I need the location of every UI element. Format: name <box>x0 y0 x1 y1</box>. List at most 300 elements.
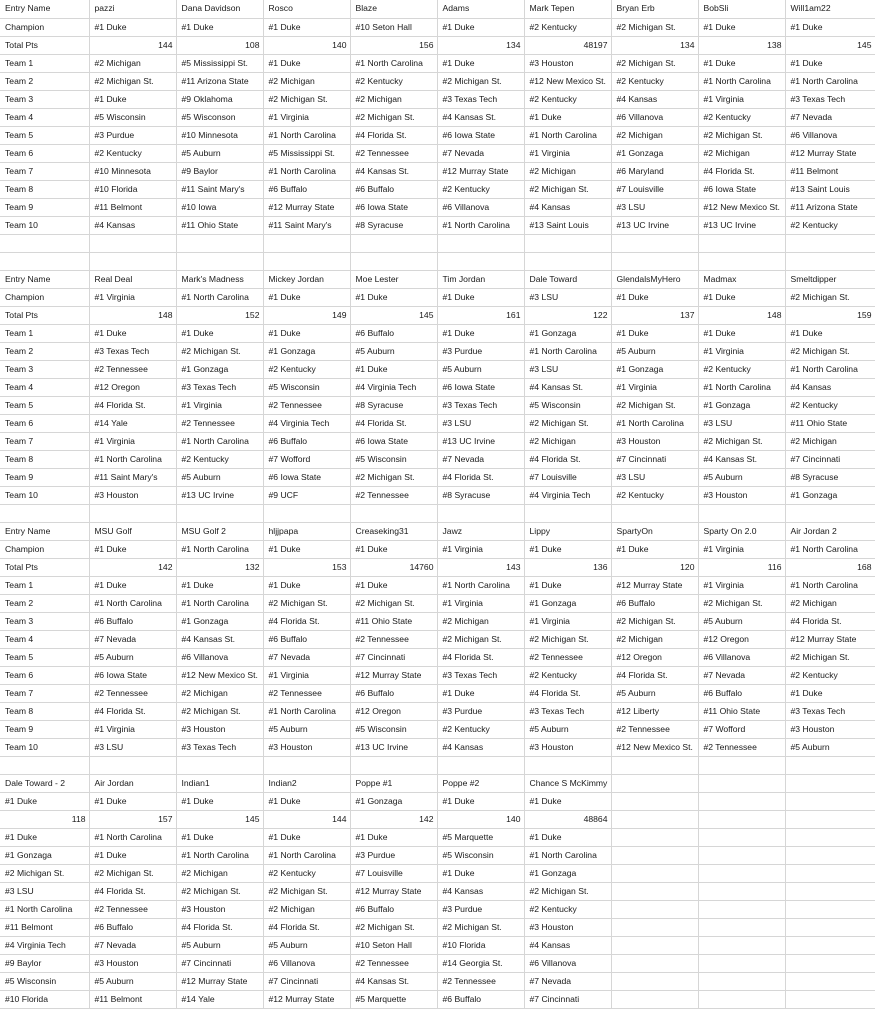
sheet-cell[interactable]: #1 Duke <box>524 108 611 126</box>
sheet-cell[interactable]: #7 Nevada <box>698 666 785 684</box>
sheet-cell[interactable]: 145 <box>350 306 437 324</box>
sheet-cell[interactable]: #1 Gonzaga <box>524 324 611 342</box>
sheet-cell[interactable]: #1 North Carolina <box>437 216 524 234</box>
sheet-cell[interactable]: #1 Duke <box>785 324 875 342</box>
row-label-cell[interactable]: Team 7 <box>0 162 89 180</box>
sheet-cell[interactable]: #3 LSU <box>524 360 611 378</box>
sheet-cell[interactable]: Mark Tepen <box>524 0 611 18</box>
sheet-cell[interactable]: #4 Kansas St. <box>698 450 785 468</box>
sheet-cell[interactable]: #6 Villanova <box>263 954 350 972</box>
empty-cell[interactable] <box>698 504 785 522</box>
sheet-cell[interactable]: #2 Michigan <box>698 144 785 162</box>
sheet-cell[interactable]: #3 Houston <box>524 54 611 72</box>
sheet-cell[interactable]: 137 <box>611 306 698 324</box>
sheet-cell[interactable]: 120 <box>611 558 698 576</box>
sheet-cell[interactable]: #1 Gonzaga <box>611 360 698 378</box>
sheet-cell[interactable]: #12 Murray State <box>350 882 437 900</box>
row-label-cell[interactable]: Team 7 <box>0 432 89 450</box>
sheet-cell[interactable]: #2 Michigan <box>611 630 698 648</box>
row-label-cell[interactable]: Team 2 <box>0 594 89 612</box>
sheet-cell[interactable]: #1 Duke <box>89 18 176 36</box>
sheet-cell[interactable]: 156 <box>350 36 437 54</box>
sheet-cell[interactable]: #1 North Carolina <box>785 540 875 558</box>
sheet-cell[interactable]: Madmax <box>698 270 785 288</box>
sheet-cell[interactable]: #3 LSU <box>524 288 611 306</box>
empty-cell[interactable] <box>89 234 176 252</box>
empty-cell[interactable] <box>611 756 698 774</box>
sheet-cell[interactable]: Poppe #2 <box>437 774 524 792</box>
sheet-cell[interactable]: #2 Michigan <box>611 126 698 144</box>
sheet-cell[interactable]: #2 Kentucky <box>524 666 611 684</box>
sheet-cell[interactable]: 140 <box>263 36 350 54</box>
sheet-cell[interactable]: #1 Duke <box>89 846 176 864</box>
sheet-cell[interactable]: Blaze <box>350 0 437 18</box>
sheet-cell[interactable]: #2 Michigan St. <box>698 594 785 612</box>
sheet-cell[interactable]: #5 Auburn <box>611 684 698 702</box>
sheet-cell[interactable]: #2 Michigan St. <box>176 702 263 720</box>
row-label-cell[interactable]: Team 2 <box>0 342 89 360</box>
sheet-cell[interactable]: #5 Auburn <box>89 972 176 990</box>
sheet-cell[interactable]: #1 North Carolina <box>89 594 176 612</box>
sheet-cell[interactable]: 48197 <box>524 36 611 54</box>
sheet-cell[interactable]: #2 Kentucky <box>176 450 263 468</box>
sheet-cell[interactable]: #3 Houston <box>263 738 350 756</box>
sheet-cell[interactable]: #2 Kentucky <box>524 90 611 108</box>
sheet-cell[interactable]: Jawz <box>437 522 524 540</box>
sheet-cell[interactable] <box>785 972 875 990</box>
sheet-cell[interactable]: 136 <box>524 558 611 576</box>
sheet-cell[interactable]: #11 Belmont <box>89 990 176 1008</box>
sheet-cell[interactable]: #2 Kentucky <box>263 360 350 378</box>
sheet-cell[interactable]: #12 New Mexico St. <box>698 198 785 216</box>
sheet-cell[interactable]: #1 Duke <box>263 288 350 306</box>
sheet-cell[interactable] <box>611 792 698 810</box>
sheet-cell[interactable]: #11 Ohio State <box>176 216 263 234</box>
sheet-cell[interactable]: #4 Florida St. <box>698 162 785 180</box>
sheet-cell[interactable]: #10 Minnesota <box>89 162 176 180</box>
sheet-cell[interactable]: #2 Michigan St. <box>89 864 176 882</box>
sheet-cell[interactable]: #4 Kansas St. <box>524 378 611 396</box>
sheet-cell[interactable]: 140 <box>437 810 524 828</box>
sheet-cell[interactable]: Smeltdipper <box>785 270 875 288</box>
sheet-cell[interactable]: #2 Tennessee <box>437 972 524 990</box>
sheet-cell[interactable]: #2 Michigan St. <box>437 918 524 936</box>
sheet-cell[interactable] <box>611 936 698 954</box>
sheet-cell[interactable]: #4 Kansas St. <box>350 972 437 990</box>
row-label-cell[interactable]: #5 Wisconsin <box>0 972 89 990</box>
sheet-cell[interactable]: #1 Virginia <box>698 90 785 108</box>
sheet-cell[interactable]: #2 Kentucky <box>698 360 785 378</box>
sheet-cell[interactable] <box>611 828 698 846</box>
sheet-cell[interactable]: #2 Michigan <box>176 684 263 702</box>
sheet-cell[interactable]: Poppe #1 <box>350 774 437 792</box>
sheet-cell[interactable] <box>698 828 785 846</box>
sheet-cell[interactable]: #10 Seton Hall <box>350 936 437 954</box>
sheet-cell[interactable] <box>611 918 698 936</box>
sheet-cell[interactable]: #11 Ohio State <box>350 612 437 630</box>
sheet-cell[interactable]: #6 Iowa State <box>437 126 524 144</box>
empty-cell[interactable] <box>89 504 176 522</box>
sheet-cell[interactable]: #1 North Carolina <box>611 414 698 432</box>
sheet-cell[interactable] <box>785 792 875 810</box>
sheet-cell[interactable]: #4 Virginia Tech <box>263 414 350 432</box>
sheet-cell[interactable] <box>698 864 785 882</box>
sheet-cell[interactable]: #4 Florida St. <box>89 396 176 414</box>
sheet-cell[interactable]: #1 Virginia <box>524 144 611 162</box>
sheet-cell[interactable]: 48864 <box>524 810 611 828</box>
sheet-cell[interactable]: #5 Mississippi St. <box>176 54 263 72</box>
empty-cell[interactable] <box>437 756 524 774</box>
sheet-cell[interactable]: #7 Cincinnati <box>611 450 698 468</box>
sheet-cell[interactable]: #1 Virginia <box>89 288 176 306</box>
sheet-cell[interactable]: #3 Purdue <box>437 342 524 360</box>
sheet-cell[interactable]: #11 Ohio State <box>785 414 875 432</box>
sheet-cell[interactable]: #2 Tennessee <box>350 486 437 504</box>
sheet-cell[interactable]: #5 Wisconsin <box>437 846 524 864</box>
sheet-cell[interactable]: #1 North Carolina <box>698 72 785 90</box>
empty-cell[interactable] <box>176 252 263 270</box>
sheet-cell[interactable]: #1 Virginia <box>524 612 611 630</box>
sheet-cell[interactable]: #3 Texas Tech <box>176 378 263 396</box>
sheet-cell[interactable]: #1 Duke <box>89 324 176 342</box>
row-label-cell[interactable]: #11 Belmont <box>0 918 89 936</box>
sheet-cell[interactable]: #1 Virginia <box>611 378 698 396</box>
empty-cell[interactable] <box>611 234 698 252</box>
sheet-cell[interactable]: #6 Iowa State <box>437 378 524 396</box>
sheet-cell[interactable]: #3 Texas Tech <box>437 666 524 684</box>
sheet-cell[interactable]: #7 Nevada <box>89 936 176 954</box>
empty-cell[interactable] <box>263 756 350 774</box>
sheet-cell[interactable]: #10 Iowa <box>176 198 263 216</box>
sheet-cell[interactable]: #2 Michigan <box>524 432 611 450</box>
sheet-cell[interactable]: #4 Virginia Tech <box>350 378 437 396</box>
empty-cell[interactable] <box>263 234 350 252</box>
sheet-cell[interactable]: #7 Nevada <box>89 630 176 648</box>
sheet-cell[interactable]: #1 North Carolina <box>263 846 350 864</box>
empty-cell[interactable] <box>611 252 698 270</box>
sheet-cell[interactable] <box>698 972 785 990</box>
row-label-cell[interactable]: Total Pts <box>0 558 89 576</box>
row-label-cell[interactable]: Team 1 <box>0 576 89 594</box>
sheet-cell[interactable]: #1 Virginia <box>89 432 176 450</box>
sheet-cell[interactable]: #5 Auburn <box>350 342 437 360</box>
sheet-cell[interactable]: #10 Florida <box>89 180 176 198</box>
sheet-cell[interactable]: #13 Saint Louis <box>524 216 611 234</box>
sheet-cell[interactable]: #6 Buffalo <box>263 630 350 648</box>
row-label-cell[interactable]: Team 6 <box>0 144 89 162</box>
sheet-cell[interactable]: #1 Gonzaga <box>263 342 350 360</box>
sheet-cell[interactable]: #4 Virginia Tech <box>524 486 611 504</box>
sheet-cell[interactable]: #1 Virginia <box>698 342 785 360</box>
sheet-cell[interactable]: #6 Buffalo <box>437 990 524 1008</box>
empty-cell[interactable] <box>524 252 611 270</box>
sheet-cell[interactable]: #2 Michigan <box>263 72 350 90</box>
sheet-cell[interactable]: #2 Michigan St. <box>176 342 263 360</box>
sheet-cell[interactable]: #8 Syracuse <box>437 486 524 504</box>
empty-cell[interactable] <box>698 252 785 270</box>
sheet-cell[interactable]: #14 Yale <box>176 990 263 1008</box>
sheet-cell[interactable]: #2 Michigan St. <box>89 72 176 90</box>
sheet-cell[interactable]: 153 <box>263 558 350 576</box>
sheet-cell[interactable]: #1 Duke <box>785 54 875 72</box>
sheet-cell[interactable]: #1 Gonzaga <box>524 864 611 882</box>
sheet-cell[interactable]: #4 Florida St. <box>524 450 611 468</box>
sheet-cell[interactable]: #11 Arizona State <box>176 72 263 90</box>
sheet-cell[interactable] <box>698 846 785 864</box>
sheet-cell[interactable]: #6 Iowa State <box>350 198 437 216</box>
sheet-cell[interactable]: #2 Tennessee <box>350 144 437 162</box>
row-label-cell[interactable]: Team 8 <box>0 180 89 198</box>
sheet-cell[interactable]: #7 Nevada <box>785 108 875 126</box>
sheet-cell[interactable]: 122 <box>524 306 611 324</box>
row-label-cell[interactable]: #3 LSU <box>0 882 89 900</box>
row-label-cell[interactable]: Champion <box>0 18 89 36</box>
sheet-cell[interactable]: #12 Murray State <box>611 576 698 594</box>
sheet-cell[interactable]: Dale Toward <box>524 270 611 288</box>
sheet-cell[interactable]: Moe Lester <box>350 270 437 288</box>
sheet-cell[interactable]: #2 Michigan St. <box>611 54 698 72</box>
sheet-cell[interactable] <box>611 774 698 792</box>
sheet-cell[interactable]: #1 North Carolina <box>176 540 263 558</box>
sheet-cell[interactable]: #1 Gonzaga <box>698 396 785 414</box>
sheet-cell[interactable]: #2 Kentucky <box>437 180 524 198</box>
sheet-cell[interactable]: #2 Michigan St. <box>350 918 437 936</box>
sheet-cell[interactable] <box>698 918 785 936</box>
sheet-cell[interactable]: #1 Duke <box>89 576 176 594</box>
sheet-cell[interactable]: #9 UCF <box>263 486 350 504</box>
sheet-cell[interactable]: #4 Florida St. <box>437 468 524 486</box>
row-label-cell[interactable]: Team 10 <box>0 216 89 234</box>
sheet-cell[interactable]: #3 Texas Tech <box>785 90 875 108</box>
sheet-cell[interactable]: 142 <box>89 558 176 576</box>
sheet-cell[interactable]: #2 Kentucky <box>698 108 785 126</box>
empty-cell[interactable] <box>0 756 89 774</box>
sheet-cell[interactable]: #1 Duke <box>698 288 785 306</box>
sheet-cell[interactable]: #3 Houston <box>524 918 611 936</box>
sheet-cell[interactable]: #5 Marquette <box>350 990 437 1008</box>
sheet-cell[interactable] <box>611 954 698 972</box>
sheet-cell[interactable]: #2 Michigan St. <box>698 126 785 144</box>
row-label-cell[interactable]: Team 9 <box>0 468 89 486</box>
sheet-cell[interactable]: Mickey Jordan <box>263 270 350 288</box>
sheet-cell[interactable]: #1 Virginia <box>89 720 176 738</box>
sheet-cell[interactable]: #13 UC Irvine <box>176 486 263 504</box>
sheet-cell[interactable]: MSU Golf <box>89 522 176 540</box>
sheet-cell[interactable]: Indian1 <box>176 774 263 792</box>
sheet-cell[interactable]: #1 Duke <box>698 54 785 72</box>
sheet-cell[interactable]: #12 Murray State <box>437 162 524 180</box>
sheet-cell[interactable]: #7 Cincinnati <box>785 450 875 468</box>
sheet-cell[interactable]: #6 Buffalo <box>89 612 176 630</box>
sheet-cell[interactable] <box>785 882 875 900</box>
row-label-cell[interactable]: Total Pts <box>0 306 89 324</box>
empty-cell[interactable] <box>785 234 875 252</box>
sheet-cell[interactable]: #2 Kentucky <box>263 864 350 882</box>
sheet-cell[interactable]: #13 Saint Louis <box>785 180 875 198</box>
sheet-cell[interactable]: #6 Buffalo <box>350 900 437 918</box>
sheet-cell[interactable]: #4 Florida St. <box>611 666 698 684</box>
sheet-cell[interactable]: #10 Minnesota <box>176 126 263 144</box>
sheet-cell[interactable]: #2 Michigan St. <box>350 108 437 126</box>
sheet-cell[interactable]: #3 Houston <box>176 720 263 738</box>
sheet-cell[interactable]: #5 Auburn <box>176 144 263 162</box>
sheet-cell[interactable] <box>698 954 785 972</box>
sheet-cell[interactable]: #1 Virginia <box>176 396 263 414</box>
sheet-cell[interactable]: Real Deal <box>89 270 176 288</box>
sheet-cell[interactable]: #3 LSU <box>437 414 524 432</box>
sheet-cell[interactable]: #5 Auburn <box>89 648 176 666</box>
sheet-cell[interactable]: #6 Maryland <box>611 162 698 180</box>
sheet-cell[interactable]: #4 Florida St. <box>263 612 350 630</box>
row-label-cell[interactable]: #2 Michigan St. <box>0 864 89 882</box>
sheet-cell[interactable]: #3 Houston <box>611 432 698 450</box>
sheet-cell[interactable]: 138 <box>698 36 785 54</box>
empty-cell[interactable] <box>350 504 437 522</box>
sheet-cell[interactable]: #2 Kentucky <box>350 72 437 90</box>
row-label-cell[interactable]: 118 <box>0 810 89 828</box>
row-label-cell[interactable]: Team 6 <box>0 666 89 684</box>
row-label-cell[interactable]: Team 8 <box>0 450 89 468</box>
sheet-cell[interactable]: #1 Duke <box>176 18 263 36</box>
sheet-cell[interactable] <box>785 810 875 828</box>
sheet-cell[interactable]: #4 Florida St. <box>350 126 437 144</box>
sheet-cell[interactable] <box>785 990 875 1008</box>
empty-cell[interactable] <box>263 504 350 522</box>
row-label-cell[interactable]: Team 9 <box>0 198 89 216</box>
sheet-cell[interactable] <box>698 810 785 828</box>
sheet-cell[interactable]: #3 Houston <box>698 486 785 504</box>
sheet-cell[interactable]: #4 Florida St. <box>176 918 263 936</box>
sheet-cell[interactable]: #2 Michigan <box>89 54 176 72</box>
sheet-cell[interactable]: #3 Texas Tech <box>89 342 176 360</box>
sheet-cell[interactable]: #3 LSU <box>698 414 785 432</box>
sheet-cell[interactable]: 149 <box>263 306 350 324</box>
sheet-cell[interactable]: #1 Duke <box>89 792 176 810</box>
sheet-cell[interactable]: #12 Liberty <box>611 702 698 720</box>
sheet-cell[interactable]: #2 Michigan St. <box>263 90 350 108</box>
sheet-cell[interactable]: #3 Texas Tech <box>437 90 524 108</box>
sheet-cell[interactable]: #2 Tennessee <box>176 414 263 432</box>
sheet-cell[interactable]: 144 <box>263 810 350 828</box>
sheet-cell[interactable]: #1 Duke <box>263 828 350 846</box>
sheet-cell[interactable]: #1 North Carolina <box>89 450 176 468</box>
sheet-cell[interactable]: #1 Virginia <box>698 576 785 594</box>
sheet-cell[interactable]: #14 Yale <box>89 414 176 432</box>
sheet-cell[interactable]: #1 Duke <box>89 90 176 108</box>
empty-cell[interactable] <box>698 756 785 774</box>
sheet-cell[interactable]: #3 Texas Tech <box>524 702 611 720</box>
sheet-cell[interactable]: #4 Kansas <box>524 198 611 216</box>
sheet-cell[interactable]: #12 New Mexico St. <box>611 738 698 756</box>
sheet-cell[interactable]: #4 Kansas <box>524 936 611 954</box>
sheet-cell[interactable] <box>611 882 698 900</box>
sheet-cell[interactable] <box>785 828 875 846</box>
sheet-cell[interactable]: Mark's Madness <box>176 270 263 288</box>
sheet-cell[interactable]: #7 Cincinnati <box>350 648 437 666</box>
empty-cell[interactable] <box>785 252 875 270</box>
sheet-cell[interactable]: #1 Duke <box>437 792 524 810</box>
sheet-cell[interactable]: #4 Kansas <box>437 882 524 900</box>
sheet-cell[interactable]: #1 Virginia <box>263 666 350 684</box>
sheet-cell[interactable]: #1 Gonzaga <box>176 612 263 630</box>
sheet-cell[interactable]: #6 Buffalo <box>350 180 437 198</box>
sheet-cell[interactable]: #2 Tennessee <box>263 684 350 702</box>
sheet-cell[interactable]: #3 Texas Tech <box>176 738 263 756</box>
empty-cell[interactable] <box>0 252 89 270</box>
sheet-cell[interactable]: #5 Auburn <box>176 468 263 486</box>
sheet-cell[interactable]: #13 UC Irvine <box>437 432 524 450</box>
sheet-cell[interactable]: 159 <box>785 306 875 324</box>
sheet-cell[interactable]: Indian2 <box>263 774 350 792</box>
sheet-cell[interactable]: #12 Oregon <box>89 378 176 396</box>
sheet-cell[interactable]: #1 Duke <box>437 18 524 36</box>
sheet-cell[interactable]: #5 Auburn <box>437 360 524 378</box>
row-label-cell[interactable]: Team 3 <box>0 90 89 108</box>
sheet-cell[interactable] <box>785 936 875 954</box>
sheet-cell[interactable]: #6 Villanova <box>698 648 785 666</box>
sheet-cell[interactable]: #6 Buffalo <box>698 684 785 702</box>
sheet-cell[interactable]: #2 Kentucky <box>785 216 875 234</box>
sheet-cell[interactable]: #1 North Carolina <box>524 342 611 360</box>
sheet-cell[interactable]: #1 Duke <box>263 792 350 810</box>
empty-cell[interactable] <box>0 504 89 522</box>
sheet-cell[interactable]: #3 Houston <box>176 900 263 918</box>
row-label-cell[interactable]: #1 Duke <box>0 792 89 810</box>
row-label-cell[interactable]: Team 10 <box>0 486 89 504</box>
empty-cell[interactable] <box>176 504 263 522</box>
sheet-cell[interactable] <box>698 990 785 1008</box>
sheet-cell[interactable]: #2 Tennessee <box>350 954 437 972</box>
empty-cell[interactable] <box>524 234 611 252</box>
sheet-cell[interactable] <box>611 846 698 864</box>
sheet-cell[interactable]: #1 North Carolina <box>263 162 350 180</box>
sheet-cell[interactable]: #1 Duke <box>176 324 263 342</box>
sheet-cell[interactable]: #1 Gonzaga <box>785 486 875 504</box>
sheet-cell[interactable]: #12 Oregon <box>350 702 437 720</box>
row-label-cell[interactable]: Team 8 <box>0 702 89 720</box>
row-label-cell[interactable]: #1 Duke <box>0 828 89 846</box>
row-label-cell[interactable]: Team 1 <box>0 54 89 72</box>
empty-cell[interactable] <box>437 252 524 270</box>
sheet-cell[interactable]: #4 Kansas St. <box>176 630 263 648</box>
sheet-cell[interactable]: #2 Michigan <box>437 612 524 630</box>
sheet-cell[interactable]: #1 Gonzaga <box>524 594 611 612</box>
empty-cell[interactable] <box>350 234 437 252</box>
sheet-cell[interactable] <box>785 954 875 972</box>
row-label-cell[interactable]: #10 Florida <box>0 990 89 1008</box>
sheet-cell[interactable]: #2 Tennessee <box>89 684 176 702</box>
sheet-cell[interactable]: #1 North Carolina <box>524 846 611 864</box>
sheet-cell[interactable]: #10 Seton Hall <box>350 18 437 36</box>
sheet-cell[interactable]: 157 <box>89 810 176 828</box>
sheet-cell[interactable]: #7 Cincinnati <box>176 954 263 972</box>
sheet-cell[interactable]: #5 Marquette <box>437 828 524 846</box>
row-label-cell[interactable]: Team 2 <box>0 72 89 90</box>
sheet-cell[interactable]: #4 Kansas St. <box>437 108 524 126</box>
sheet-cell[interactable]: #3 Texas Tech <box>437 396 524 414</box>
sheet-cell[interactable] <box>611 972 698 990</box>
empty-cell[interactable] <box>350 252 437 270</box>
sheet-cell[interactable]: #6 Iowa State <box>350 432 437 450</box>
sheet-cell[interactable]: #12 Murray State <box>263 990 350 1008</box>
sheet-cell[interactable]: #7 Louisville <box>350 864 437 882</box>
sheet-cell[interactable]: #5 Auburn <box>785 738 875 756</box>
sheet-cell[interactable]: #2 Michigan <box>176 864 263 882</box>
sheet-cell[interactable]: #6 Buffalo <box>350 684 437 702</box>
sheet-cell[interactable]: #1 Gonzaga <box>176 360 263 378</box>
sheet-cell[interactable]: #2 Michigan St. <box>437 630 524 648</box>
row-label-cell[interactable]: Team 6 <box>0 414 89 432</box>
